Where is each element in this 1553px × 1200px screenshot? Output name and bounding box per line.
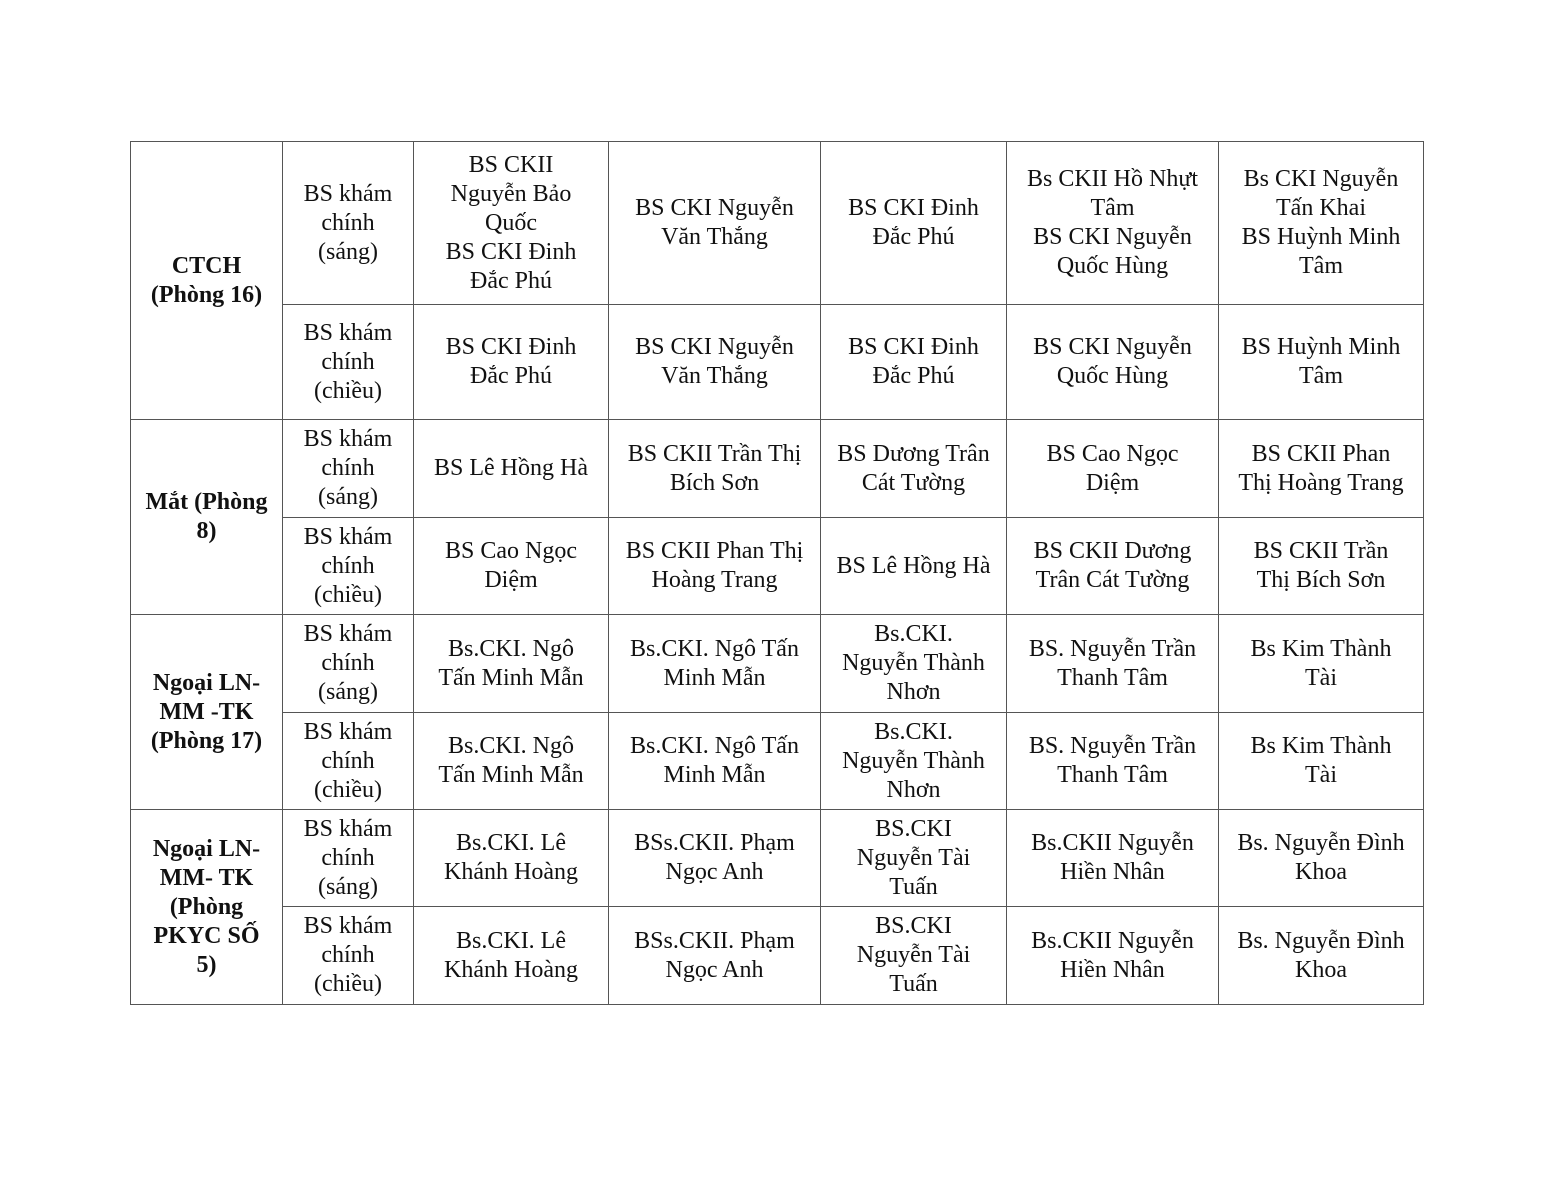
doctor-name: BS Lê Hồng Hà: [434, 455, 588, 481]
doctor-cell: [414, 615, 609, 713]
department-cell: [131, 615, 283, 810]
session-cell: [283, 615, 414, 713]
doctor-name: BS. Nguyễn Trần Thanh Tâm: [1028, 733, 1197, 788]
session-label: BS khám chính (sáng): [303, 180, 393, 265]
doctor-name: BS.CKI Nguyễn Tài Tuấn: [856, 815, 971, 900]
doctor-name: BS CKI Nguyễn Quốc Hùng: [1033, 334, 1192, 389]
table-row: [131, 615, 1424, 713]
doctor-name: Bs.CKII Nguyễn Hiền Nhân: [1031, 830, 1194, 885]
doctor-name: Bs CKII Hồ Nhựt Tâm BS CKI Nguyễn Quốc Hùng: [1026, 166, 1198, 279]
session-label: BS khám chính (sáng): [303, 621, 393, 705]
doctor-cell: [609, 420, 821, 518]
doctor-name: Bs Kim Thành Tài: [1250, 635, 1392, 691]
doctor-name: BS CKI Đinh Đắc Phú: [848, 195, 979, 250]
doctor-name: BS CKII Nguyễn Bảo Quốc BS CKI Đinh Đắc Phú: [445, 151, 577, 294]
doctor-cell: [414, 420, 609, 518]
doctor-name: BS.CKI Nguyễn Tài Tuấn: [856, 913, 971, 997]
schedule-body: [131, 142, 1424, 1005]
doctor-name: BS CKI Nguyễn Văn Thắng: [635, 195, 794, 250]
department-cell: [131, 142, 283, 420]
doctor-name: Bs Kim Thành Tài: [1250, 733, 1392, 788]
doctor-name: BS CKII Phan Thị Hoàng Trang: [1238, 440, 1404, 496]
doctor-name: BS CKII Trần Thị Bích Sơn: [1253, 538, 1389, 593]
table-row: [131, 420, 1424, 518]
doctor-cell: [609, 713, 821, 810]
table-row: [131, 142, 1424, 305]
doctor-cell: [414, 810, 609, 907]
doctor-name: BS CKI Đinh Đắc Phú: [445, 334, 577, 389]
doctor-cell: [821, 615, 1007, 713]
table-row: [131, 907, 1424, 1005]
session-label: BS khám chính (chiều): [303, 523, 393, 608]
department-cell: [131, 810, 283, 1005]
session-label: BS khám chính (chiều): [303, 913, 393, 997]
doctor-cell: [821, 810, 1007, 907]
doctor-cell: [1007, 907, 1219, 1005]
session-cell: [283, 420, 414, 518]
doctor-cell: [609, 615, 821, 713]
doctor-cell: [1007, 142, 1219, 305]
doctor-name: Bs.CKI. Lê Khánh Hoàng: [444, 927, 578, 983]
doctor-cell: [414, 907, 609, 1005]
doctor-name: BS Huỳnh Minh Tâm: [1241, 334, 1401, 389]
doctor-name: BS Cao Ngọc Diệm: [445, 538, 577, 593]
doctor-name: Bs.CKI. Ngô Tấn Minh Mẫn: [438, 635, 584, 691]
doctor-cell: [414, 142, 609, 305]
table-row: [131, 305, 1424, 420]
doctor-name: BSs.CKII. Phạm Ngọc Anh: [634, 830, 795, 885]
doctor-cell: [1007, 305, 1219, 420]
doctor-name: BS CKII Trần Thị Bích Sơn: [627, 440, 802, 496]
doctor-name: BS. Nguyễn Trần Thanh Tâm: [1028, 635, 1197, 691]
doctor-name: Bs.CKI. Nguyễn Thành Nhơn: [842, 621, 985, 705]
doctor-cell: [609, 142, 821, 305]
doctor-cell: [821, 420, 1007, 518]
doctor-cell: [821, 305, 1007, 420]
department-label: CTCH (Phòng 16): [150, 252, 263, 308]
doctor-cell: [1219, 713, 1424, 810]
doctor-cell: [1007, 615, 1219, 713]
doctor-cell: [414, 305, 609, 420]
doctor-cell: [414, 713, 609, 810]
doctor-name: Bs.CKI. Lê Khánh Hoàng: [444, 830, 578, 885]
department-cell: [131, 420, 283, 615]
session-cell: [283, 518, 414, 615]
doctor-name: Bs.CKI. Nguyễn Thành Nhơn: [842, 718, 985, 803]
table-row: [131, 713, 1424, 810]
doctor-name: BS CKII Dương Trân Cát Tường: [1033, 538, 1192, 593]
doctor-name: Bs. Nguyễn Đình Khoa: [1237, 830, 1405, 885]
table-row: [131, 518, 1424, 615]
doctor-cell: [821, 518, 1007, 615]
doctor-name: BS Dương Trân Cát Tường: [837, 440, 990, 496]
department-label: Ngoại LN- MM- TK (Phòng PKYC SỐ 5): [152, 835, 261, 978]
doctor-cell: [1219, 420, 1424, 518]
doctor-cell: [609, 810, 821, 907]
session-cell: [283, 907, 414, 1005]
doctor-name: BS CKI Nguyễn Văn Thắng: [635, 334, 794, 389]
doctor-name: BS CKII Phan Thị Hoàng Trang: [625, 538, 804, 593]
doctor-cell: [1219, 615, 1424, 713]
session-label: BS khám chính (chiều): [303, 319, 393, 404]
doctor-cell: [414, 518, 609, 615]
session-cell: [283, 713, 414, 810]
doctor-cell: [821, 142, 1007, 305]
doctor-name: BS CKI Đinh Đắc Phú: [848, 334, 979, 389]
doctor-cell: [1219, 810, 1424, 907]
doctor-cell: [1219, 518, 1424, 615]
doctor-name: BS Cao Ngọc Diệm: [1046, 440, 1179, 496]
session-cell: [283, 142, 414, 305]
doctor-cell: [821, 713, 1007, 810]
doctor-schedule-table: [130, 141, 1424, 1005]
session-label: BS khám chính (sáng): [303, 426, 393, 510]
session-label: BS khám chính (chiều): [303, 718, 393, 803]
department-label: Ngoại LN- MM -TK (Phòng 17): [150, 669, 263, 754]
doctor-cell: [609, 305, 821, 420]
doctor-name: Bs. Nguyễn Đình Khoa: [1237, 927, 1405, 983]
doctor-cell: [609, 518, 821, 615]
doctor-name: BSs.CKII. Phạm Ngọc Anh: [634, 927, 795, 983]
doctor-name: Bs.CKI. Ngô Tấn Minh Mẫn: [438, 733, 584, 788]
schedule-sheet: [130, 141, 1424, 1005]
doctor-cell: [1007, 420, 1219, 518]
doctor-cell: [821, 907, 1007, 1005]
doctor-name: Bs.CKII Nguyễn Hiền Nhân: [1031, 927, 1194, 983]
doctor-cell: [1007, 810, 1219, 907]
doctor-cell: [609, 907, 821, 1005]
doctor-name: BS Lê Hồng Hà: [836, 552, 991, 579]
doctor-cell: [1219, 142, 1424, 305]
doctor-name: Bs.CKI. Ngô Tấn Minh Mẫn: [630, 635, 799, 691]
doctor-name: Bs.CKI. Ngô Tấn Minh Mẫn: [630, 733, 799, 788]
doctor-cell: [1219, 907, 1424, 1005]
doctor-cell: [1007, 518, 1219, 615]
doctor-name: Bs CKI Nguyễn Tấn Khai BS Huỳnh Minh Tâm: [1241, 166, 1401, 279]
table-row: [131, 810, 1424, 907]
session-label: BS khám chính (sáng): [303, 815, 393, 900]
doctor-cell: [1007, 713, 1219, 810]
doctor-cell: [1219, 305, 1424, 420]
session-cell: [283, 810, 414, 907]
department-label: Mắt (Phòng 8): [145, 489, 268, 544]
session-cell: [283, 305, 414, 420]
